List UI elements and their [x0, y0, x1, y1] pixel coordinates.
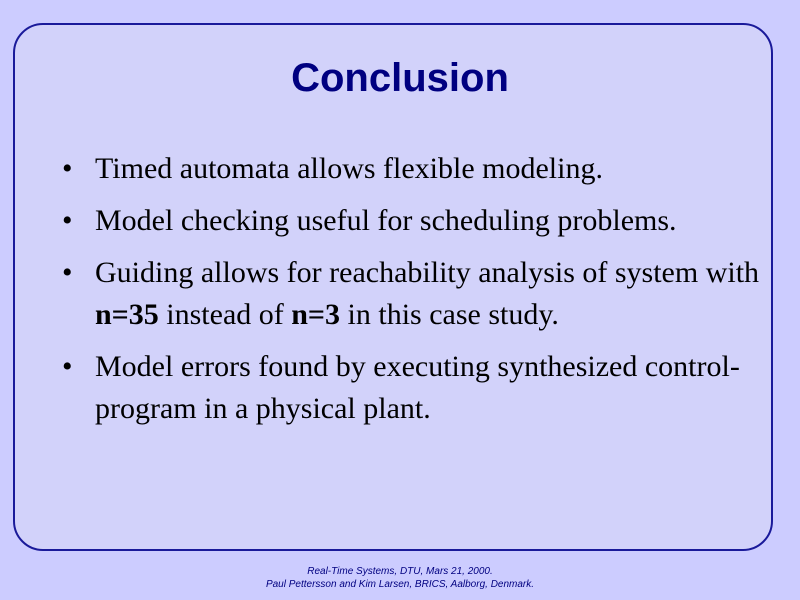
- bullet-text: Timed automata allows flexible modeling.: [95, 152, 603, 185]
- slide-footer: [0, 565, 800, 591]
- slide-title: Conclusion: [291, 56, 509, 100]
- bullet-dot-icon: •: [62, 204, 73, 237]
- bullet-item: [62, 200, 762, 242]
- bullet-text: Model checking useful for scheduling problems.: [95, 204, 677, 237]
- bullet-emphasis: n=3: [291, 298, 341, 331]
- bullet-item: [62, 346, 762, 430]
- bullet-text-part: instead of: [158, 298, 292, 331]
- bullet-text-part: Guiding allows for reachability analysis of system with: [95, 256, 760, 289]
- bullet-item: [62, 148, 762, 190]
- bullet-text: Model errors found by executing synthesized control-program in a physical plant.: [95, 350, 740, 425]
- bullet-emphasis: n=35: [95, 298, 159, 331]
- bullet-text-part: in this case study.: [340, 298, 559, 331]
- footer-line-1: Real-Time Systems, DTU, Mars 21, 2000.: [307, 566, 493, 577]
- footer-line-2: Paul Pettersson and Kim Larsen, BRICS, Aalborg, Denmark.: [265, 579, 535, 590]
- bullet-list: [62, 148, 762, 440]
- bullet-dot-icon: •: [62, 350, 73, 383]
- bullet-dot-icon: •: [62, 256, 73, 289]
- bullet-item: [62, 252, 762, 336]
- bullet-dot-icon: •: [62, 152, 73, 185]
